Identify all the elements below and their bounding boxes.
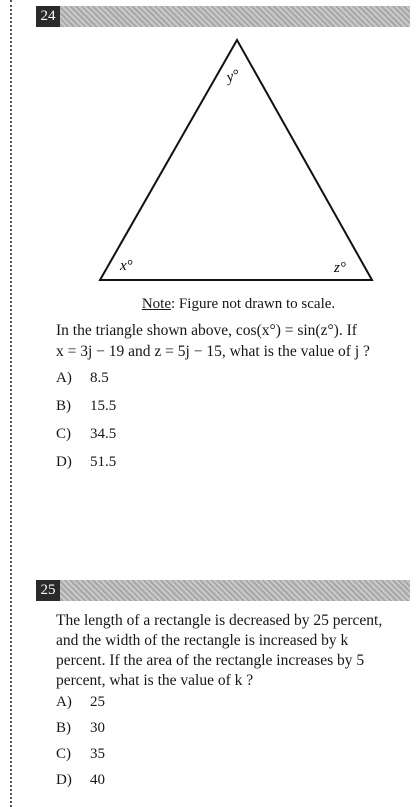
question-24-stem-line-1: In the triangle shown above, cos(x°) = sin(z°). If [56, 322, 357, 339]
margin-dotted-rule [10, 0, 12, 807]
question-24-choice-b[interactable] [56, 396, 116, 416]
question-25-header-bar [36, 580, 410, 601]
triangle-figure [90, 30, 390, 290]
choice-letter: C) [56, 746, 71, 762]
choice-value: 51.5 [90, 454, 117, 470]
angle-label-x: x° [120, 258, 133, 274]
choice-letter: D) [56, 454, 72, 470]
choice-letter: C) [56, 426, 71, 442]
question-25-stem-line-3: percent. If the area of the rectangle increases by 5 [56, 652, 365, 669]
note-text: : Figure not drawn to scale. [171, 296, 336, 312]
choice-value: 25 [90, 694, 105, 710]
question-25-choice-b[interactable] [56, 718, 105, 738]
question-24-choice-d[interactable] [56, 452, 116, 472]
question-25-stem-line-4: percent, what is the value of k ? [56, 672, 254, 689]
choice-value: 40 [90, 772, 105, 788]
figure-note [0, 296, 417, 313]
question-25-choice-c[interactable] [56, 744, 105, 764]
choice-value: 8.5 [90, 370, 109, 386]
choice-value: 15.5 [90, 398, 117, 414]
question-24-number: 24 [36, 6, 60, 27]
question-24-header-bar [36, 6, 410, 27]
angle-label-z: z° [334, 260, 346, 276]
choice-letter: A) [56, 694, 72, 710]
question-25-stem-line-1: The length of a rectangle is decreased by 25 percent, [56, 612, 383, 629]
choice-letter: B) [56, 720, 71, 736]
choice-value: 34.5 [90, 426, 117, 442]
angle-label-y: y° [224, 67, 242, 86]
choice-value: 30 [90, 720, 105, 736]
question-24-choice-a[interactable] [56, 368, 109, 388]
choice-letter: A) [56, 370, 72, 386]
choice-letter: B) [56, 398, 71, 414]
question-25-number: 25 [36, 580, 60, 601]
question-25-stem-line-2: and the width of the rectangle is increased by k [56, 632, 349, 649]
note-label: Note [141, 296, 172, 312]
choice-letter: D) [56, 772, 72, 788]
choice-value: 35 [90, 746, 105, 762]
question-24-choice-c[interactable] [56, 424, 116, 444]
question-25-choice-d[interactable] [56, 770, 105, 790]
question-24-stem-line-2: x = 3j − 19 and z = 5j − 15, what is the value of j ? [56, 343, 370, 360]
question-25-choice-a[interactable] [56, 692, 105, 712]
